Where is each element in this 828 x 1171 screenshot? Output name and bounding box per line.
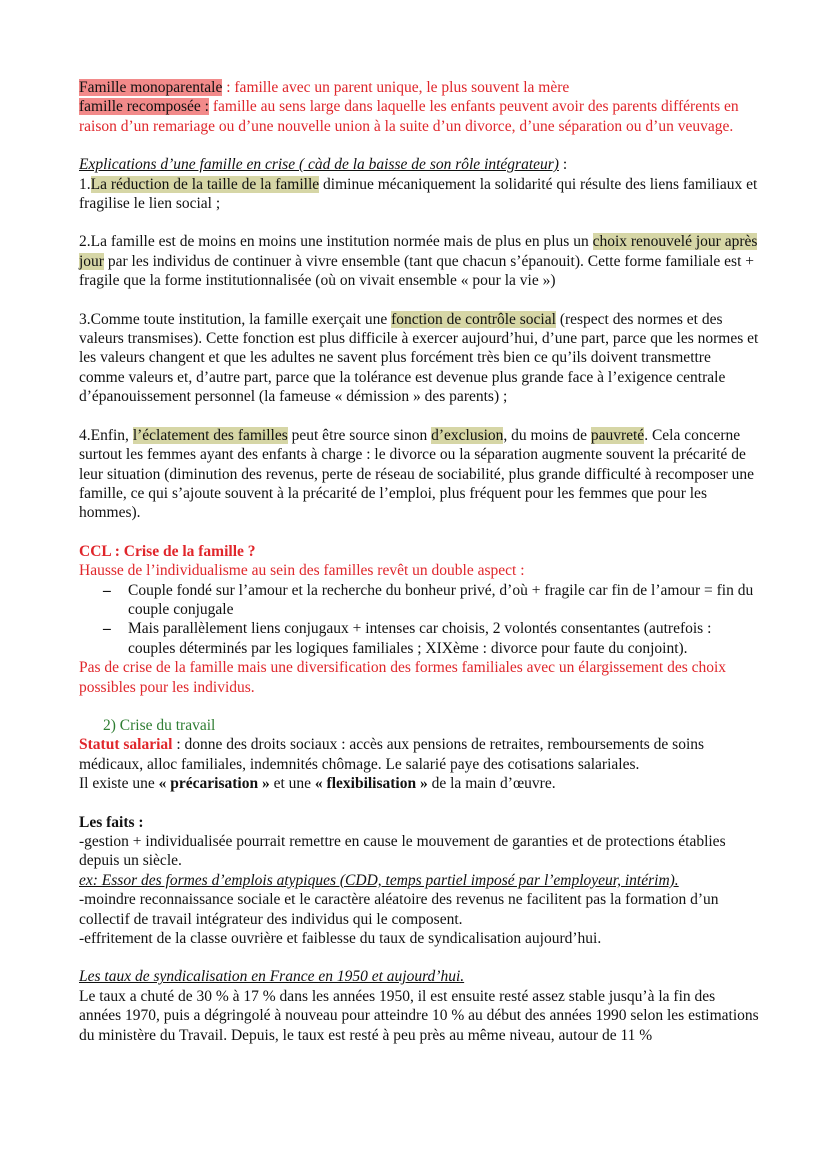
crise-point-1: 1.La réduction de la taille de la famille diminue mécaniquement la solidarité qui résulte des liens familiaux et fragilise le lien social ; xyxy=(79,175,758,213)
example-line: ex: Essor des formes d’emplois atypiques (CDD, temps partiel imposé par l’employeur, intérim). xyxy=(79,871,679,889)
ccl-intro: Hausse de l’individualisme au sein des familles revêt un double aspect : xyxy=(79,562,525,580)
statut-salarial: Statut salarial : donne des droits sociaux : accès aux pensions de retraites, remboursements de soins médicaux, alloc familiales, indemnités chômage. Le salarié paye des cotisations salariales. xyxy=(79,736,705,773)
crise-point-2: 2.La famille est de moins en moins une institution normée mais de plus en plus un choix renouvelé jour après jour par les individus de continuer à vivre ensemble (tant que chacun s’épanouit). Cette forme familiale est + fragile que la forme institutionnalisée (où on vivait ensemble « pour la vie ») xyxy=(79,233,758,290)
fait-2: -moindre reconnaissance sociale et le caractère aléatoire des revenus ne facilitent pas la formation d’un collectif de travail intégrateur des individus qui le composent. xyxy=(79,891,719,928)
highlight-eclatement: l’éclatement des familles xyxy=(132,426,288,444)
definition-recomposee: famille recomposée : famille au sens large dans laquelle les enfants peuvent avoir des parents différents en raison d’un remariage ou d’une nouvelle union à la suite d’un divorce, d’une séparation ou d’un veuvage. xyxy=(79,98,739,135)
taux-text: Le taux a chuté de 30 % à 17 % dans les années 1950, il est ensuite resté assez stable jusqu’à la fin des années 1970, puis a dégringolé à nouveau pour atteindre 10 % au début des années 1990 selon les estimations du ministère du Travail. Depuis, le taux est resté à peu près au même niveau, autour de 11 % xyxy=(79,987,759,1044)
ccl-title: CCL : Crise de la famille ? xyxy=(79,542,256,560)
highlight-controle-social: fonction de contrôle social xyxy=(391,310,556,328)
term-recomposee: famille recomposée : xyxy=(79,98,209,116)
highlight-exclusion: d’exclusion xyxy=(431,426,504,444)
term-monoparentale: Famille monoparentale xyxy=(79,79,223,96)
ccl-bullet-list xyxy=(79,581,759,659)
ccl-conclusion: Pas de crise de la famille mais une diversification des formes familiales avec un élargissement des choix possibles pour les individus. xyxy=(79,659,727,696)
highlight-pauvrete: pauvreté xyxy=(590,426,645,444)
precarisation-line: Il existe une « précarisation » et une « flexibilisation » de la main d’œuvre. xyxy=(79,775,556,793)
list-item: – Couple fondé sur l’amour et la recherche du bonheur privé, d’où + fragile car fin de l’amour = fin du couple conjugale xyxy=(103,581,754,618)
dash-bullet-icon: – xyxy=(103,620,111,638)
highlight-taille-famille: La réduction de la taille de la famille xyxy=(90,175,320,193)
faits-title: Les faits : xyxy=(79,813,144,831)
fait-3: -effritement de la classe ouvrière et faiblesse du taux de syndicalisation aujourd’hui. xyxy=(79,930,602,948)
term-statut-salarial: Statut salarial xyxy=(79,736,173,754)
dash-bullet-icon: – xyxy=(103,581,111,599)
section-title-crise-travail: 2) Crise du travail xyxy=(103,716,216,734)
document-page xyxy=(79,78,759,1045)
highlight-choix-renouvele: choix renouvelé jour après jour xyxy=(79,233,758,270)
list-item: – Mais parallèlement liens conjugaux + intenses car choisis, 2 volontés consentantes (autrefois : couples déterminés par les logiques familiales ; XIXème : divorce pour faute du conjoint). xyxy=(103,620,712,657)
taux-title: Les taux de syndicalisation en France en 1950 et aujourd’hui. xyxy=(79,968,465,986)
crise-heading: Explications d’une famille en crise ( càd de la baisse de son rôle intégrateur) : xyxy=(79,156,568,174)
fait-1: -gestion + individualisée pourrait remettre en cause le mouvement de garanties et de protections établies depuis un siècle. xyxy=(79,833,726,870)
crise-point-4: 4.Enfin, l’éclatement des familles peut être source sinon d’exclusion, du moins de pauvreté. Cela concerne surtout les femmes ayant des enfants à charge : le divorce ou la séparation augmente souvent la précarité de leur situation (diminution des revenus, perte de réseau de sociabilité, plus grande difficulté à recomposer une famille, ce qui s’ajoute souvent à la précarité de l’emploi, plus fréquent pour les femmes que pour les hommes). xyxy=(79,426,755,522)
definition-monoparentale: Famille monoparentale : famille avec un parent unique, le plus souvent la mère xyxy=(79,79,570,96)
crise-point-3: 3.Comme toute institution, la famille exerçait une fonction de contrôle social (respect des normes et des valeurs transmises). Cette fonction est plus difficile à exercer aujourd’hui, d’une part, parce que les normes et les valeurs changent et que les adultes ne savent plus forcément très bien ce qu’ils doivent transmettre comme valeurs et, d’autre part, parce que la tolérance est devenue plus grande face à l’exigence centrale d’épanouissement personnel (la fameuse « démission » des parents) ; xyxy=(79,310,759,406)
